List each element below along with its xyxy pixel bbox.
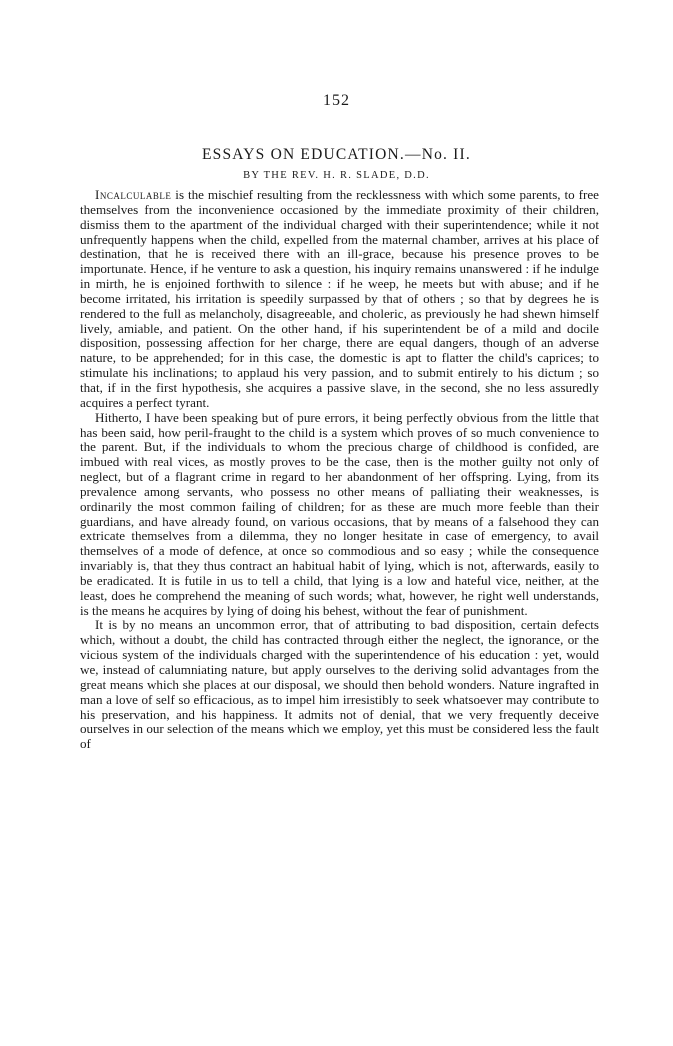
paragraph-text: It is by no means an uncommon error, that of attributing to bad disposition, certain defects which, without a doubt, the child has contracted through either the neglect, the ignorance, or the vicious system of the individuals charged with the superintendence of his education : yet, would we, instead of calumniating nature, but apply ourselves to the deriving solid advantages from the great means which she places at our disposal, we should then behold wonders. Nature ingrafted in man a love of self so efficacious, as to impel him irresistibly to seek whatsoever may contribute to his preservation, and his happiness. It admits not of denial, that we very frequently deceive ourselves in our selection of the means which we employ, yet this must be considered less the fault of <box>80 617 599 752</box>
paragraph-2 <box>80 411 599 619</box>
drop-lead-word: Incalculable <box>95 187 172 202</box>
article-body <box>80 188 599 752</box>
article-title: ESSAYS ON EDUCATION.—No. II. <box>202 146 471 163</box>
paragraph-text: Hitherto, I have been speaking but of pure errors, it being perfectly obvious from the little that has been said, how peril-fraught to the child is a system which proves of so much convenience to the parent. But, if the individuals to whom the precious charge of childhood is confided, are imbued with real vices, as mostly proves to be the case, then is the mother guilty not only of neglect, but of a flagrant crime in regard to her abandonment of her offspring. Lying, from its prevalence among servants, who possess no other means of palliating their weaknesses, is ordinarily the most common failing of children; for as these are much more feeble than their guardians, and have already found, on various occasions, that by means of a falsehood they can extricate themselves from a dilemma, they no longer hesitate in case of emergency, to avail themselves of a mode of defence, at once so commodious and so easy ; while the consequence invariably is, that they thus contract an habitual habit of lying, which is not, afterwards, easily to be eradicated. It is futile in us to tell a child, that lying is a low and hateful vice, neither, at the least, does he comprehend the meaning of such words; what, however, he right well understands, is the means he acquires by lying of doing his behest, without the fear of punishment. <box>80 409 599 618</box>
author-byline: BY THE REV. H. R. SLADE, D.D. <box>243 170 430 181</box>
paragraph-text: is the mischief resulting from the recklessness with which some parents, to free themselves from the inconvenience occasioned by the immediate proximity of their children, dismiss them to the apartment of the individual charged with their superintendence; while it not unfrequently happens when the child, expelled from the maternal chamber, arrives at his place of destination, that he is received there with an ill-grace, because his presence proves to be importunate. Hence, if he venture to ask a question, his inquiry remains unanswered : if he indulge in mirth, he is enjoined forthwith to silence : if he weep, he meets but with abuse; and if he become irritated, his irritation is speedily surpassed by that of others ; so that by degrees he is rendered to the full as melancholy, disagreeable, and choleric, as previously he had shewn himself lively, amiable, and patient. On the other hand, if his superintendent be of a mild and docile disposition, possessing affection for her charge, there are equal dangers, though of an adverse nature, to be apprehended; for in this case, the domestic is apt to flatter the child's caprices; to stimulate his inclinations; to applaud his very passion, and to submit entirely to his dictum ; so that, if in the first hypothesis, she acquires a passive slave, in the second, she no less assuredly acquires a perfect tyrant. <box>80 187 599 410</box>
paragraph-1 <box>80 188 599 411</box>
paragraph-3 <box>80 618 599 752</box>
page-number: 152 <box>323 92 350 109</box>
